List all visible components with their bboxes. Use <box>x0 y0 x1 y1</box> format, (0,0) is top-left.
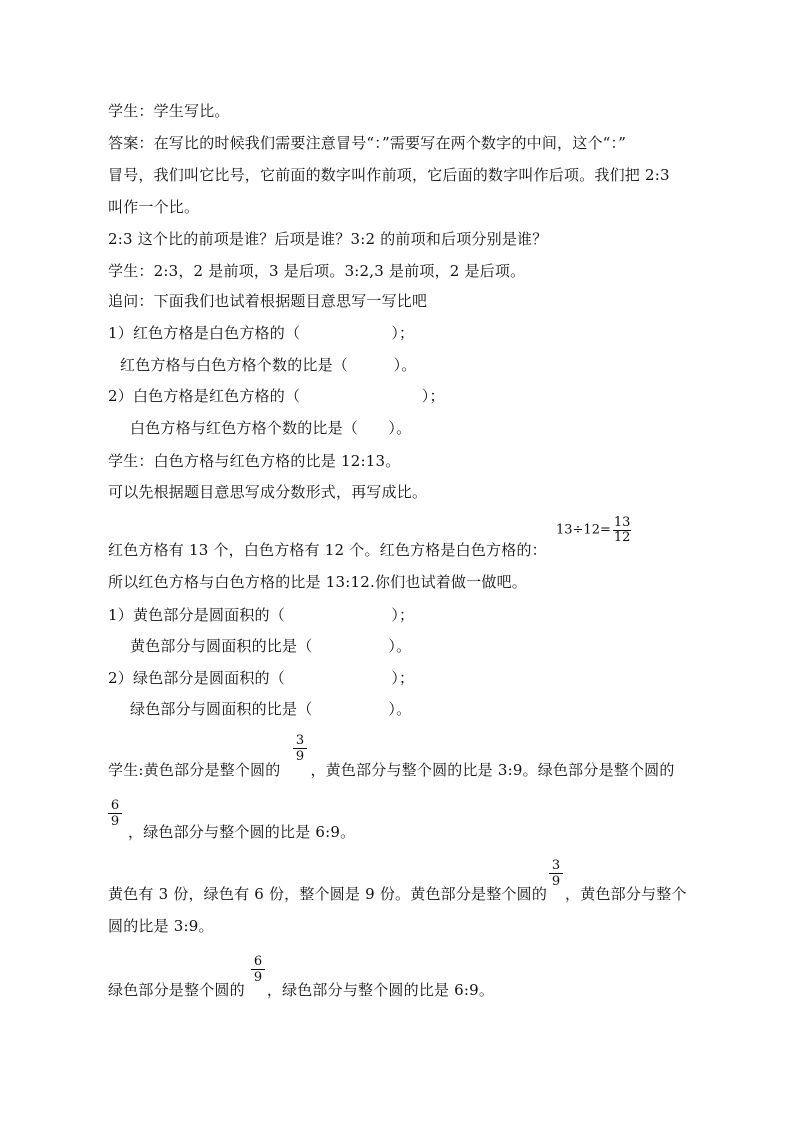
explanation-text-b: ，黄色部分与整个 <box>565 885 687 903</box>
question-2b: 白色方格与红色方格个数的比是（ ）。 <box>130 419 412 437</box>
explanation-text-b: ，绿色部分与整个圆的比是 6:9。 <box>266 981 495 999</box>
answer-text-a: 学生:黄色部分是整个圆的 <box>108 761 281 779</box>
text-line: 学生：2:3，2 是前项，3 是后项。3:2,3 是前项，2 是后项。 <box>108 262 526 280</box>
question-1b: 红色方格与白色方格个数的比是（ ）。 <box>120 356 417 374</box>
question-3b: 黄色部分与圆面积的比是（ ）。 <box>130 637 412 655</box>
fraction-denominator: 9 <box>108 813 122 829</box>
question-3a: 1）黄色部分是圆面积的（ ）； <box>108 606 415 624</box>
explanation-line <box>108 884 687 904</box>
question-2a: 2）白色方格是红色方格的（ ）； <box>108 387 445 405</box>
explanation-text-a: 黄色有 3 份，绿色有 6 份，整个圆是 9 份。黄色部分是整个圆的 <box>108 885 548 903</box>
text-line: 所以红色方格与白色方格的比是 13:12.你们也试着做一做吧。 <box>108 573 527 591</box>
fraction-numerator: 3 <box>551 858 561 873</box>
text-line: 圆的比是 3:9。 <box>108 917 214 935</box>
equation-fraction <box>613 516 632 545</box>
equation-lhs: 13÷12= <box>556 522 611 538</box>
fraction-numerator: 3 <box>295 733 305 748</box>
text-line: 答案：在写比的时候我们需要注意冒号“：”需要写在两个数字的中间，这个“：” <box>108 134 627 152</box>
explanation-line <box>108 980 494 1000</box>
explanation-text-a: 绿色部分是整个圆的 <box>108 981 245 999</box>
fraction-3-9 <box>293 733 307 764</box>
text-line: 冒号，我们叫它比号，它前面的数字叫作前项，它后面的数字叫作后项。我们把 2:3 <box>108 166 670 184</box>
text-line: 叫作一个比。 <box>108 198 200 216</box>
text-line: 2:3 这个比的前项是谁？后项是谁？3:2 的前项和后项分别是谁？ <box>108 230 548 248</box>
fraction-3-9 <box>549 858 563 889</box>
fraction-denominator: 9 <box>293 748 307 764</box>
answer-text-b: ，黄色部分与整个圆的比是 3:9。绿色部分是整个圆的 <box>310 761 675 779</box>
equation <box>556 516 633 545</box>
text-line: 红色方格有 13 个，白色方格有 12 个。红色方格是白色方格的： <box>108 541 547 559</box>
answer-line <box>108 760 675 780</box>
fraction-denominator: 12 <box>613 530 631 545</box>
question-4b: 绿色部分与圆面积的比是（ ）。 <box>130 700 412 718</box>
fraction-numerator: 13 <box>613 515 631 530</box>
fraction-denominator: 9 <box>251 969 265 985</box>
text-line: 学生：白色方格与红色方格的比是 12:13。 <box>108 452 401 470</box>
text-line: 学生：学生写比。 <box>108 102 230 120</box>
fraction-6-9 <box>108 798 122 829</box>
text-line: 可以先根据题目意思写成分数形式，再写成比。 <box>108 483 428 501</box>
question-4a: 2）绿色部分是圆面积的（ ）； <box>108 669 415 687</box>
fraction-numerator: 6 <box>253 954 263 969</box>
fraction-denominator: 9 <box>549 873 563 889</box>
fraction-numerator: 6 <box>110 798 120 813</box>
text-line: ，绿色部分与整个圆的比是 6:9。 <box>128 823 356 841</box>
text-line: 追问：下面我们也试着根据题目意思写一写比吧 <box>108 292 428 310</box>
fraction-6-9 <box>251 954 265 985</box>
question-1a: 1）红色方格是白色方格的（ ）； <box>108 324 415 342</box>
